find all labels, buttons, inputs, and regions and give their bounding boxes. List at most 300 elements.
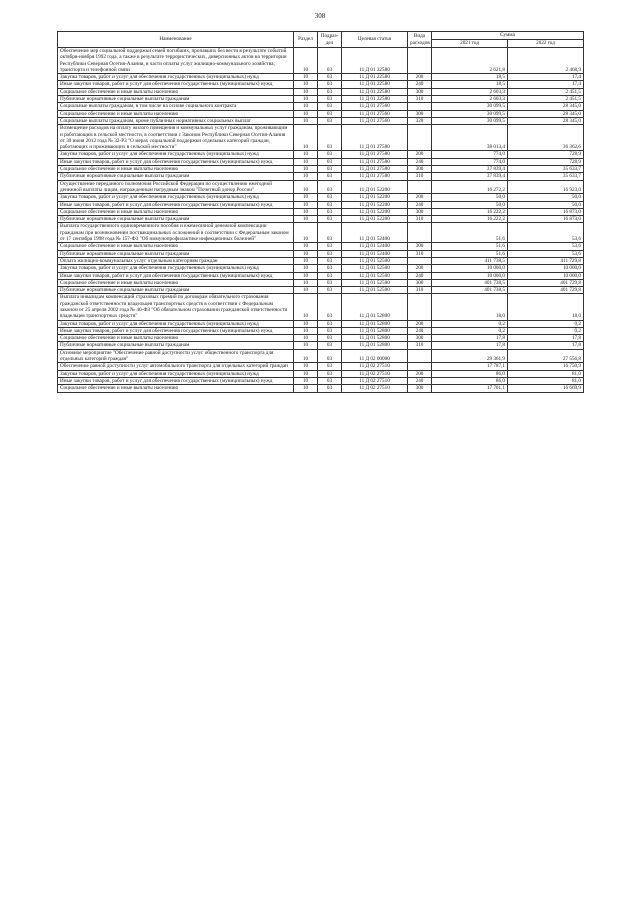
cell-expense-type: 300 bbox=[408, 385, 432, 392]
cell-sum-2022: 16 669,9 bbox=[508, 385, 584, 392]
cell-target-article: 11 Д 01 22580 bbox=[342, 81, 408, 88]
table-row bbox=[58, 74, 584, 81]
cell-section: 10 bbox=[294, 201, 318, 208]
cell-section: 10 bbox=[294, 208, 318, 215]
cell-subsection: 03 bbox=[318, 194, 342, 201]
cell-name: Публичные нормативные социальные выплаты гражданам bbox=[58, 96, 294, 103]
cell-sum-2022: 16 923,0 bbox=[508, 180, 584, 194]
page-number: 308 bbox=[314, 12, 326, 20]
cell-subsection: 03 bbox=[318, 363, 342, 370]
cell-sum-2022: 28 345,0 bbox=[508, 103, 584, 110]
cell-subsection: 03 bbox=[318, 166, 342, 173]
cell-expense-type: 200 bbox=[408, 370, 432, 377]
cell-name: Иные закупки товаров, работ и услуг для обеспечения государственных (муниципальных) нужд bbox=[58, 201, 294, 208]
cell-expense-type: 300 bbox=[408, 335, 432, 342]
cell-sum-2021: 411 738,5 bbox=[432, 257, 508, 264]
cell-target-article: 11 Д 01 22580 bbox=[342, 48, 408, 74]
table-row bbox=[58, 125, 584, 151]
cell-sum-2021: 774,0 bbox=[432, 158, 508, 165]
cell-target-article: 11 Д 02 27510 bbox=[342, 370, 408, 377]
cell-sum-2021: 30 099,5 bbox=[432, 117, 508, 124]
header-sum: Сумма bbox=[432, 32, 584, 40]
header-section: Раздел bbox=[294, 32, 318, 48]
cell-expense-type: 310 bbox=[408, 250, 432, 257]
cell-section: 10 bbox=[294, 265, 318, 272]
cell-sum-2021: 0,2 bbox=[432, 327, 508, 334]
cell-name: Выплата государственного единовременного пособия и ежемесячной денежной компенсации гражданам при возникновении поствакцинальных осложнений в соответствии с Федеральным законом от 17 сентября 1998 года № 157-ФЗ "Об иммунопрофилактике инфекционных болезней" bbox=[58, 223, 294, 243]
cell-name: Закупка товаров, работ и услуг для обеспечения государственных (муниципальных) нужд bbox=[58, 194, 294, 201]
table-row bbox=[58, 96, 584, 103]
cell-target-article: 11 Д 01 27580 bbox=[342, 158, 408, 165]
cell-sum-2021: 16 272,2 bbox=[432, 180, 508, 194]
header-target-article: Целевая статья bbox=[342, 32, 408, 48]
cell-name: Иные закупки товаров, работ и услуг для обеспечения государственных (муниципальных) нужд bbox=[58, 327, 294, 334]
table-row bbox=[58, 363, 584, 370]
cell-sum-2021: 29 361,9 bbox=[432, 349, 508, 363]
cell-sum-2022: 16 750,9 bbox=[508, 363, 584, 370]
cell-target-article: 11 Д 01 52400 bbox=[342, 250, 408, 257]
cell-name: Публичные нормативные социальные выплаты гражданам bbox=[58, 173, 294, 180]
cell-target-article: 11 Д 01 52800 bbox=[342, 320, 408, 327]
cell-name: Социальное обеспечение и иные выплаты населению bbox=[58, 88, 294, 95]
cell-sum-2022: 27 556,8 bbox=[508, 349, 584, 363]
cell-target-article: 11 Д 01 52200 bbox=[342, 180, 408, 194]
cell-target-article: 11 Д 02 00000 bbox=[342, 349, 408, 363]
cell-expense-type bbox=[408, 125, 432, 151]
cell-target-article: 11 Д 01 27560 bbox=[342, 117, 408, 124]
cell-subsection: 03 bbox=[318, 158, 342, 165]
cell-subsection: 03 bbox=[318, 335, 342, 342]
cell-subsection: 03 bbox=[318, 96, 342, 103]
cell-name: Социальное обеспечение и иные выплаты населению bbox=[58, 243, 294, 250]
cell-sum-2021: 17 787,1 bbox=[432, 363, 508, 370]
budget-table bbox=[57, 31, 584, 393]
cell-sum-2022: 28 345,0 bbox=[508, 110, 584, 117]
cell-sum-2021: 18,5 bbox=[432, 81, 508, 88]
cell-expense-type bbox=[408, 294, 432, 320]
cell-section: 10 bbox=[294, 370, 318, 377]
cell-subsection: 03 bbox=[318, 243, 342, 250]
cell-subsection: 03 bbox=[318, 342, 342, 349]
cell-sum-2021: 0,2 bbox=[432, 320, 508, 327]
cell-name: Иные закупки товаров, работ и услуг для обеспечения государственных (муниципальных) нужд bbox=[58, 377, 294, 384]
cell-expense-type bbox=[408, 48, 432, 74]
cell-subsection: 03 bbox=[318, 48, 342, 74]
cell-subsection: 03 bbox=[318, 279, 342, 286]
table-body bbox=[58, 48, 584, 393]
cell-subsection: 03 bbox=[318, 265, 342, 272]
cell-subsection: 03 bbox=[318, 257, 342, 264]
cell-subsection: 03 bbox=[318, 272, 342, 279]
cell-target-article: 11 Д 01 22580 bbox=[342, 74, 408, 81]
table-row bbox=[58, 243, 584, 250]
cell-sum-2022: 728,9 bbox=[508, 151, 584, 158]
cell-expense-type: 310 bbox=[408, 173, 432, 180]
cell-sum-2022: 53,6 bbox=[508, 223, 584, 243]
cell-sum-2022: 401 729,8 bbox=[508, 279, 584, 286]
cell-name: Основное мероприятие "Обеспечение равной доступности услуг общественного транспорта для отдельных категорий граждан" bbox=[58, 349, 294, 363]
cell-subsection: 03 bbox=[318, 377, 342, 384]
cell-section: 10 bbox=[294, 349, 318, 363]
cell-subsection: 03 bbox=[318, 208, 342, 215]
cell-section: 10 bbox=[294, 279, 318, 286]
table-row bbox=[58, 173, 584, 180]
table-row bbox=[58, 48, 584, 74]
table-row bbox=[58, 151, 584, 158]
cell-section: 10 bbox=[294, 103, 318, 110]
cell-target-article: 11 Д 01 52500 bbox=[342, 265, 408, 272]
cell-section: 10 bbox=[294, 335, 318, 342]
cell-subsection: 03 bbox=[318, 223, 342, 243]
cell-section: 10 bbox=[294, 74, 318, 81]
cell-sum-2021: 18,0 bbox=[432, 294, 508, 320]
cell-section: 10 bbox=[294, 243, 318, 250]
cell-sum-2021: 86,0 bbox=[432, 377, 508, 384]
cell-section: 10 bbox=[294, 223, 318, 243]
cell-sum-2021: 30 099,5 bbox=[432, 103, 508, 110]
table-row bbox=[58, 279, 584, 286]
cell-name: Закупка товаров, работ и услуг для обеспечения государственных (муниципальных) нужд bbox=[58, 74, 294, 81]
cell-sum-2021: 18,5 bbox=[432, 74, 508, 81]
cell-name: Закупка товаров, работ и услуг для обеспечения государственных (муниципальных) нужд bbox=[58, 265, 294, 272]
cell-expense-type: 310 bbox=[408, 342, 432, 349]
cell-expense-type: 310 bbox=[408, 96, 432, 103]
cell-expense-type: 200 bbox=[408, 265, 432, 272]
cell-target-article: 11 Д 01 52500 bbox=[342, 279, 408, 286]
cell-target-article: 11 Д 01 52400 bbox=[342, 243, 408, 250]
cell-subsection: 03 bbox=[318, 287, 342, 294]
cell-sum-2022: 0,2 bbox=[508, 320, 584, 327]
cell-sum-2021: 51,6 bbox=[432, 223, 508, 243]
cell-section: 10 bbox=[294, 257, 318, 264]
cell-sum-2021: 774,0 bbox=[432, 151, 508, 158]
table-row bbox=[58, 265, 584, 272]
cell-name: Обеспечение равной доступности услуг автомобильного транспорта для отдельных категорий граждан bbox=[58, 363, 294, 370]
cell-target-article: 11 Д 02 27510 bbox=[342, 377, 408, 384]
cell-section: 10 bbox=[294, 377, 318, 384]
cell-name: Закупка товаров, работ и услуг для обеспечения государственных (муниципальных) нужд bbox=[58, 151, 294, 158]
cell-target-article: 11 Д 01 52800 bbox=[342, 327, 408, 334]
cell-sum-2022: 16 873,0 bbox=[508, 208, 584, 215]
cell-subsection: 03 bbox=[318, 125, 342, 151]
cell-sum-2021: 86,0 bbox=[432, 370, 508, 377]
cell-expense-type: 200 bbox=[408, 151, 432, 158]
cell-sum-2021: 2 603,3 bbox=[432, 88, 508, 95]
cell-expense-type: 300 bbox=[408, 208, 432, 215]
cell-name: Иные закупки товаров, работ и услуг для обеспечения государственных (муниципальных) нужд bbox=[58, 81, 294, 88]
cell-target-article: 11 Д 01 27560 bbox=[342, 103, 408, 110]
cell-sum-2022: 81,0 bbox=[508, 377, 584, 384]
cell-section: 10 bbox=[294, 81, 318, 88]
cell-expense-type: 240 bbox=[408, 201, 432, 208]
table-row bbox=[58, 88, 584, 95]
table-row bbox=[58, 194, 584, 201]
cell-section: 10 bbox=[294, 96, 318, 103]
cell-subsection: 03 bbox=[318, 151, 342, 158]
cell-expense-type: 300 bbox=[408, 110, 432, 117]
cell-sum-2021: 37 839,4 bbox=[432, 173, 508, 180]
cell-sum-2022: 17,4 bbox=[508, 74, 584, 81]
cell-target-article: 11 Д 01 27580 bbox=[342, 151, 408, 158]
cell-expense-type: 200 bbox=[408, 320, 432, 327]
cell-section: 10 bbox=[294, 287, 318, 294]
cell-sum-2021: 37 839,4 bbox=[432, 166, 508, 173]
cell-name: Социальные выплаты гражданам, кроме публичных нормативных социальных выплат bbox=[58, 117, 294, 124]
cell-section: 10 bbox=[294, 320, 318, 327]
cell-name: Выплата инвалидам компенсаций страховых премий по договорам обязательного страхования гражданской ответственности владельцев транспортных средств в соответствии с Федеральным законом от 25 апреля 2002 года № 40-ФЗ "Об обязательном страховании гражданской ответственности владельцев транспортных средств" bbox=[58, 294, 294, 320]
cell-sum-2022: 53,6 bbox=[508, 243, 584, 250]
cell-target-article: 11 Д 01 52200 bbox=[342, 194, 408, 201]
cell-subsection: 03 bbox=[318, 294, 342, 320]
cell-target-article: 11 Д 01 52200 bbox=[342, 201, 408, 208]
cell-sum-2022: 411 729,8 bbox=[508, 257, 584, 264]
header-year-2022: 2022 год bbox=[508, 40, 584, 48]
cell-expense-type: 240 bbox=[408, 377, 432, 384]
cell-sum-2022: 18,0 bbox=[508, 294, 584, 320]
cell-sum-2021: 38 013,4 bbox=[432, 125, 508, 151]
table-row bbox=[58, 385, 584, 392]
cell-subsection: 03 bbox=[318, 250, 342, 257]
cell-subsection: 03 bbox=[318, 201, 342, 208]
cell-target-article: 11 Д 01 52200 bbox=[342, 216, 408, 223]
cell-sum-2021: 51,6 bbox=[432, 243, 508, 250]
table-row bbox=[58, 272, 584, 279]
cell-sum-2022: 50,0 bbox=[508, 194, 584, 201]
cell-sum-2021: 401 738,5 bbox=[432, 287, 508, 294]
table-row bbox=[58, 117, 584, 124]
table-row bbox=[58, 257, 584, 264]
cell-sum-2021: 30 099,5 bbox=[432, 110, 508, 117]
table-row bbox=[58, 250, 584, 257]
cell-target-article: 11 Д 01 52800 bbox=[342, 294, 408, 320]
cell-section: 10 bbox=[294, 216, 318, 223]
cell-target-article: 11 Д 01 27560 bbox=[342, 110, 408, 117]
cell-section: 10 bbox=[294, 151, 318, 158]
cell-section: 10 bbox=[294, 294, 318, 320]
cell-name: Публичные нормативные социальные выплаты гражданам bbox=[58, 342, 294, 349]
table-row bbox=[58, 287, 584, 294]
cell-expense-type: 200 bbox=[408, 74, 432, 81]
cell-name: Публичные нормативные социальные выплаты гражданам bbox=[58, 250, 294, 257]
table-header bbox=[58, 32, 584, 48]
cell-subsection: 03 bbox=[318, 320, 342, 327]
cell-section: 10 bbox=[294, 385, 318, 392]
cell-sum-2021: 16 222,2 bbox=[432, 208, 508, 215]
cell-sum-2022: 2 451,5 bbox=[508, 96, 584, 103]
cell-name: Закупка товаров, работ и услуг для обеспечения государственных (муниципальных) нужд bbox=[58, 320, 294, 327]
cell-name: Возмещение расходов на оплату жилого помещения и коммунальных услуг гражданам, проживающим и работающим в сельской местности, в соответствии с Законом Республики Северная Осетия-Алания от 30 июня 2012 года № 32-РЗ "О мерах социальной поддержки отдельных категорий граждан, работающих и проживающих в сельской местности" bbox=[58, 125, 294, 151]
cell-target-article: 11 Д 01 22580 bbox=[342, 88, 408, 95]
cell-section: 10 bbox=[294, 88, 318, 95]
cell-expense-type: 310 bbox=[408, 216, 432, 223]
table-row bbox=[58, 180, 584, 194]
cell-subsection: 03 bbox=[318, 327, 342, 334]
cell-name: Социальное обеспечение и иные выплаты населению bbox=[58, 335, 294, 342]
cell-target-article: 11 Д 02 27510 bbox=[342, 385, 408, 392]
cell-sum-2022: 0,2 bbox=[508, 327, 584, 334]
cell-expense-type: 300 bbox=[408, 88, 432, 95]
cell-section: 10 bbox=[294, 166, 318, 173]
table-row bbox=[58, 158, 584, 165]
cell-expense-type bbox=[408, 180, 432, 194]
cell-expense-type: 240 bbox=[408, 158, 432, 165]
cell-expense-type bbox=[408, 257, 432, 264]
cell-subsection: 03 bbox=[318, 349, 342, 363]
cell-sum-2021: 2 603,3 bbox=[432, 96, 508, 103]
header-subsection: Подраз-дел bbox=[318, 32, 342, 48]
cell-sum-2021: 401 738,5 bbox=[432, 279, 508, 286]
table-row bbox=[58, 320, 584, 327]
cell-target-article: 11 Д 01 52500 bbox=[342, 272, 408, 279]
cell-section: 10 bbox=[294, 363, 318, 370]
cell-name: Публичные нормативные социальные выплаты гражданам bbox=[58, 287, 294, 294]
cell-expense-type: 300 bbox=[408, 166, 432, 173]
cell-name: Публичные нормативные социальные выплаты гражданам bbox=[58, 216, 294, 223]
cell-sum-2022: 16 873,0 bbox=[508, 216, 584, 223]
table-row bbox=[58, 342, 584, 349]
cell-expense-type: 240 bbox=[408, 327, 432, 334]
cell-name: Социальное обеспечение и иные выплаты населению bbox=[58, 110, 294, 117]
cell-name: Закупка товаров, работ и услуг для обеспечения государственных (муниципальных) нужд bbox=[58, 370, 294, 377]
cell-section: 10 bbox=[294, 194, 318, 201]
cell-expense-type: 240 bbox=[408, 81, 432, 88]
cell-name: Оплата жилищно-коммунальных услуг отдельным категориям граждан bbox=[58, 257, 294, 264]
table-row bbox=[58, 166, 584, 173]
cell-sum-2022: 17,8 bbox=[508, 335, 584, 342]
cell-sum-2022: 17,4 bbox=[508, 81, 584, 88]
table-row bbox=[58, 370, 584, 377]
header-year-2021: 2021 год bbox=[432, 40, 508, 48]
cell-sum-2022: 50,0 bbox=[508, 201, 584, 208]
cell-sum-2022: 81,0 bbox=[508, 370, 584, 377]
cell-section: 10 bbox=[294, 48, 318, 74]
cell-sum-2022: 53,6 bbox=[508, 250, 584, 257]
cell-name: Осуществление переданного полномочия Российской Федерации по осуществлению ежегодной денежной выплаты лицам, награжденным нагрудным знаком "Почетный донор России" bbox=[58, 180, 294, 194]
table-row bbox=[58, 110, 584, 117]
cell-sum-2021: 17,8 bbox=[432, 342, 508, 349]
cell-section: 10 bbox=[294, 117, 318, 124]
cell-sum-2022: 401 729,8 bbox=[508, 287, 584, 294]
cell-section: 10 bbox=[294, 327, 318, 334]
cell-section: 10 bbox=[294, 342, 318, 349]
table-row bbox=[58, 216, 584, 223]
cell-sum-2021: 50,0 bbox=[432, 201, 508, 208]
cell-expense-type: 300 bbox=[408, 243, 432, 250]
table-row bbox=[58, 294, 584, 320]
cell-name: Социальное обеспечение и иные выплаты населению bbox=[58, 166, 294, 173]
cell-target-article: 11 Д 01 27580 bbox=[342, 125, 408, 151]
cell-sum-2021: 10 000,0 bbox=[432, 265, 508, 272]
cell-subsection: 03 bbox=[318, 103, 342, 110]
cell-sum-2021: 2 621,8 bbox=[432, 48, 508, 74]
cell-sum-2022: 36 362,6 bbox=[508, 125, 584, 151]
cell-name: Социальное обеспечение и иные выплаты населению bbox=[58, 208, 294, 215]
cell-subsection: 03 bbox=[318, 180, 342, 194]
cell-expense-type bbox=[408, 223, 432, 243]
cell-expense-type: 240 bbox=[408, 272, 432, 279]
cell-sum-2022: 10 000,0 bbox=[508, 272, 584, 279]
cell-expense-type: 310 bbox=[408, 287, 432, 294]
header-name: Наименование bbox=[58, 32, 294, 48]
cell-subsection: 03 bbox=[318, 88, 342, 95]
cell-target-article: 11 Д 01 27580 bbox=[342, 173, 408, 180]
cell-section: 10 bbox=[294, 180, 318, 194]
cell-name: Иные закупки товаров, работ и услуг для обеспечения государственных (муниципальных) нужд bbox=[58, 272, 294, 279]
cell-name: Обеспечение мер социальной поддержки семей погибших, пропавших без вести в результате событий октября-ноября 1992 года, а также в результате террористических, диверсионных актов на территории Республики Северная Осетия-Алания, в части оплаты услуг жилищно-коммунального хозяйства, транспорта и телефонной связи bbox=[58, 48, 294, 74]
cell-sum-2022: 28 345,0 bbox=[508, 117, 584, 124]
table-row bbox=[58, 335, 584, 342]
cell-target-article: 11 Д 01 52800 bbox=[342, 342, 408, 349]
cell-expense-type bbox=[408, 349, 432, 363]
cell-expense-type bbox=[408, 363, 432, 370]
cell-section: 10 bbox=[294, 158, 318, 165]
cell-sum-2021: 17 701,1 bbox=[432, 385, 508, 392]
cell-sum-2022: 10 000,0 bbox=[508, 265, 584, 272]
table-row bbox=[58, 201, 584, 208]
cell-sum-2021: 50,0 bbox=[432, 194, 508, 201]
cell-subsection: 03 bbox=[318, 74, 342, 81]
cell-name: Социальное обеспечение и иные выплаты населению bbox=[58, 279, 294, 286]
cell-section: 10 bbox=[294, 125, 318, 151]
cell-target-article: 11 Д 01 52200 bbox=[342, 208, 408, 215]
cell-subsection: 03 bbox=[318, 370, 342, 377]
cell-sum-2021: 17,8 bbox=[432, 335, 508, 342]
table-row bbox=[58, 81, 584, 88]
cell-expense-type: 200 bbox=[408, 194, 432, 201]
cell-section: 10 bbox=[294, 272, 318, 279]
cell-sum-2021: 51,6 bbox=[432, 250, 508, 257]
table-row bbox=[58, 349, 584, 363]
table-row bbox=[58, 103, 584, 110]
table-row bbox=[58, 377, 584, 384]
cell-target-article: 11 Д 01 27580 bbox=[342, 166, 408, 173]
cell-expense-type: 300 bbox=[408, 279, 432, 286]
table-row bbox=[58, 208, 584, 215]
cell-section: 10 bbox=[294, 110, 318, 117]
cell-subsection: 03 bbox=[318, 385, 342, 392]
cell-target-article: 11 Д 02 27510 bbox=[342, 363, 408, 370]
cell-subsection: 03 bbox=[318, 81, 342, 88]
cell-sum-2022: 728,9 bbox=[508, 158, 584, 165]
cell-subsection: 03 bbox=[318, 173, 342, 180]
cell-name: Социальные выплаты гражданам, в том числе на основе социального контракта bbox=[58, 103, 294, 110]
cell-sum-2021: 10 000,0 bbox=[432, 272, 508, 279]
cell-section: 10 bbox=[294, 250, 318, 257]
cell-sum-2021: 16 222,2 bbox=[432, 216, 508, 223]
cell-sum-2022: 35 633,7 bbox=[508, 173, 584, 180]
cell-name: Социальное обеспечение и иные выплаты населению bbox=[58, 385, 294, 392]
cell-target-article: 11 Д 01 52400 bbox=[342, 223, 408, 243]
cell-sum-2022: 2 468,9 bbox=[508, 48, 584, 74]
cell-expense-type bbox=[408, 103, 432, 110]
cell-subsection: 03 bbox=[318, 110, 342, 117]
cell-subsection: 03 bbox=[318, 216, 342, 223]
cell-sum-2022: 2 451,5 bbox=[508, 88, 584, 95]
cell-sum-2022: 17,8 bbox=[508, 342, 584, 349]
cell-subsection: 03 bbox=[318, 117, 342, 124]
cell-expense-type: 320 bbox=[408, 117, 432, 124]
header-expense-type: Вида расходов bbox=[408, 32, 432, 48]
cell-target-article: 11 Д 01 22580 bbox=[342, 96, 408, 103]
cell-target-article: 11 Д 01 52500 bbox=[342, 257, 408, 264]
table-row bbox=[58, 327, 584, 334]
cell-target-article: 11 Д 01 52500 bbox=[342, 287, 408, 294]
cell-target-article: 11 Д 01 52800 bbox=[342, 335, 408, 342]
table-row bbox=[58, 223, 584, 243]
cell-section: 10 bbox=[294, 173, 318, 180]
cell-name: Иные закупки товаров, работ и услуг для обеспечения государственных (муниципальных) нужд bbox=[58, 158, 294, 165]
cell-sum-2022: 35 633,7 bbox=[508, 166, 584, 173]
